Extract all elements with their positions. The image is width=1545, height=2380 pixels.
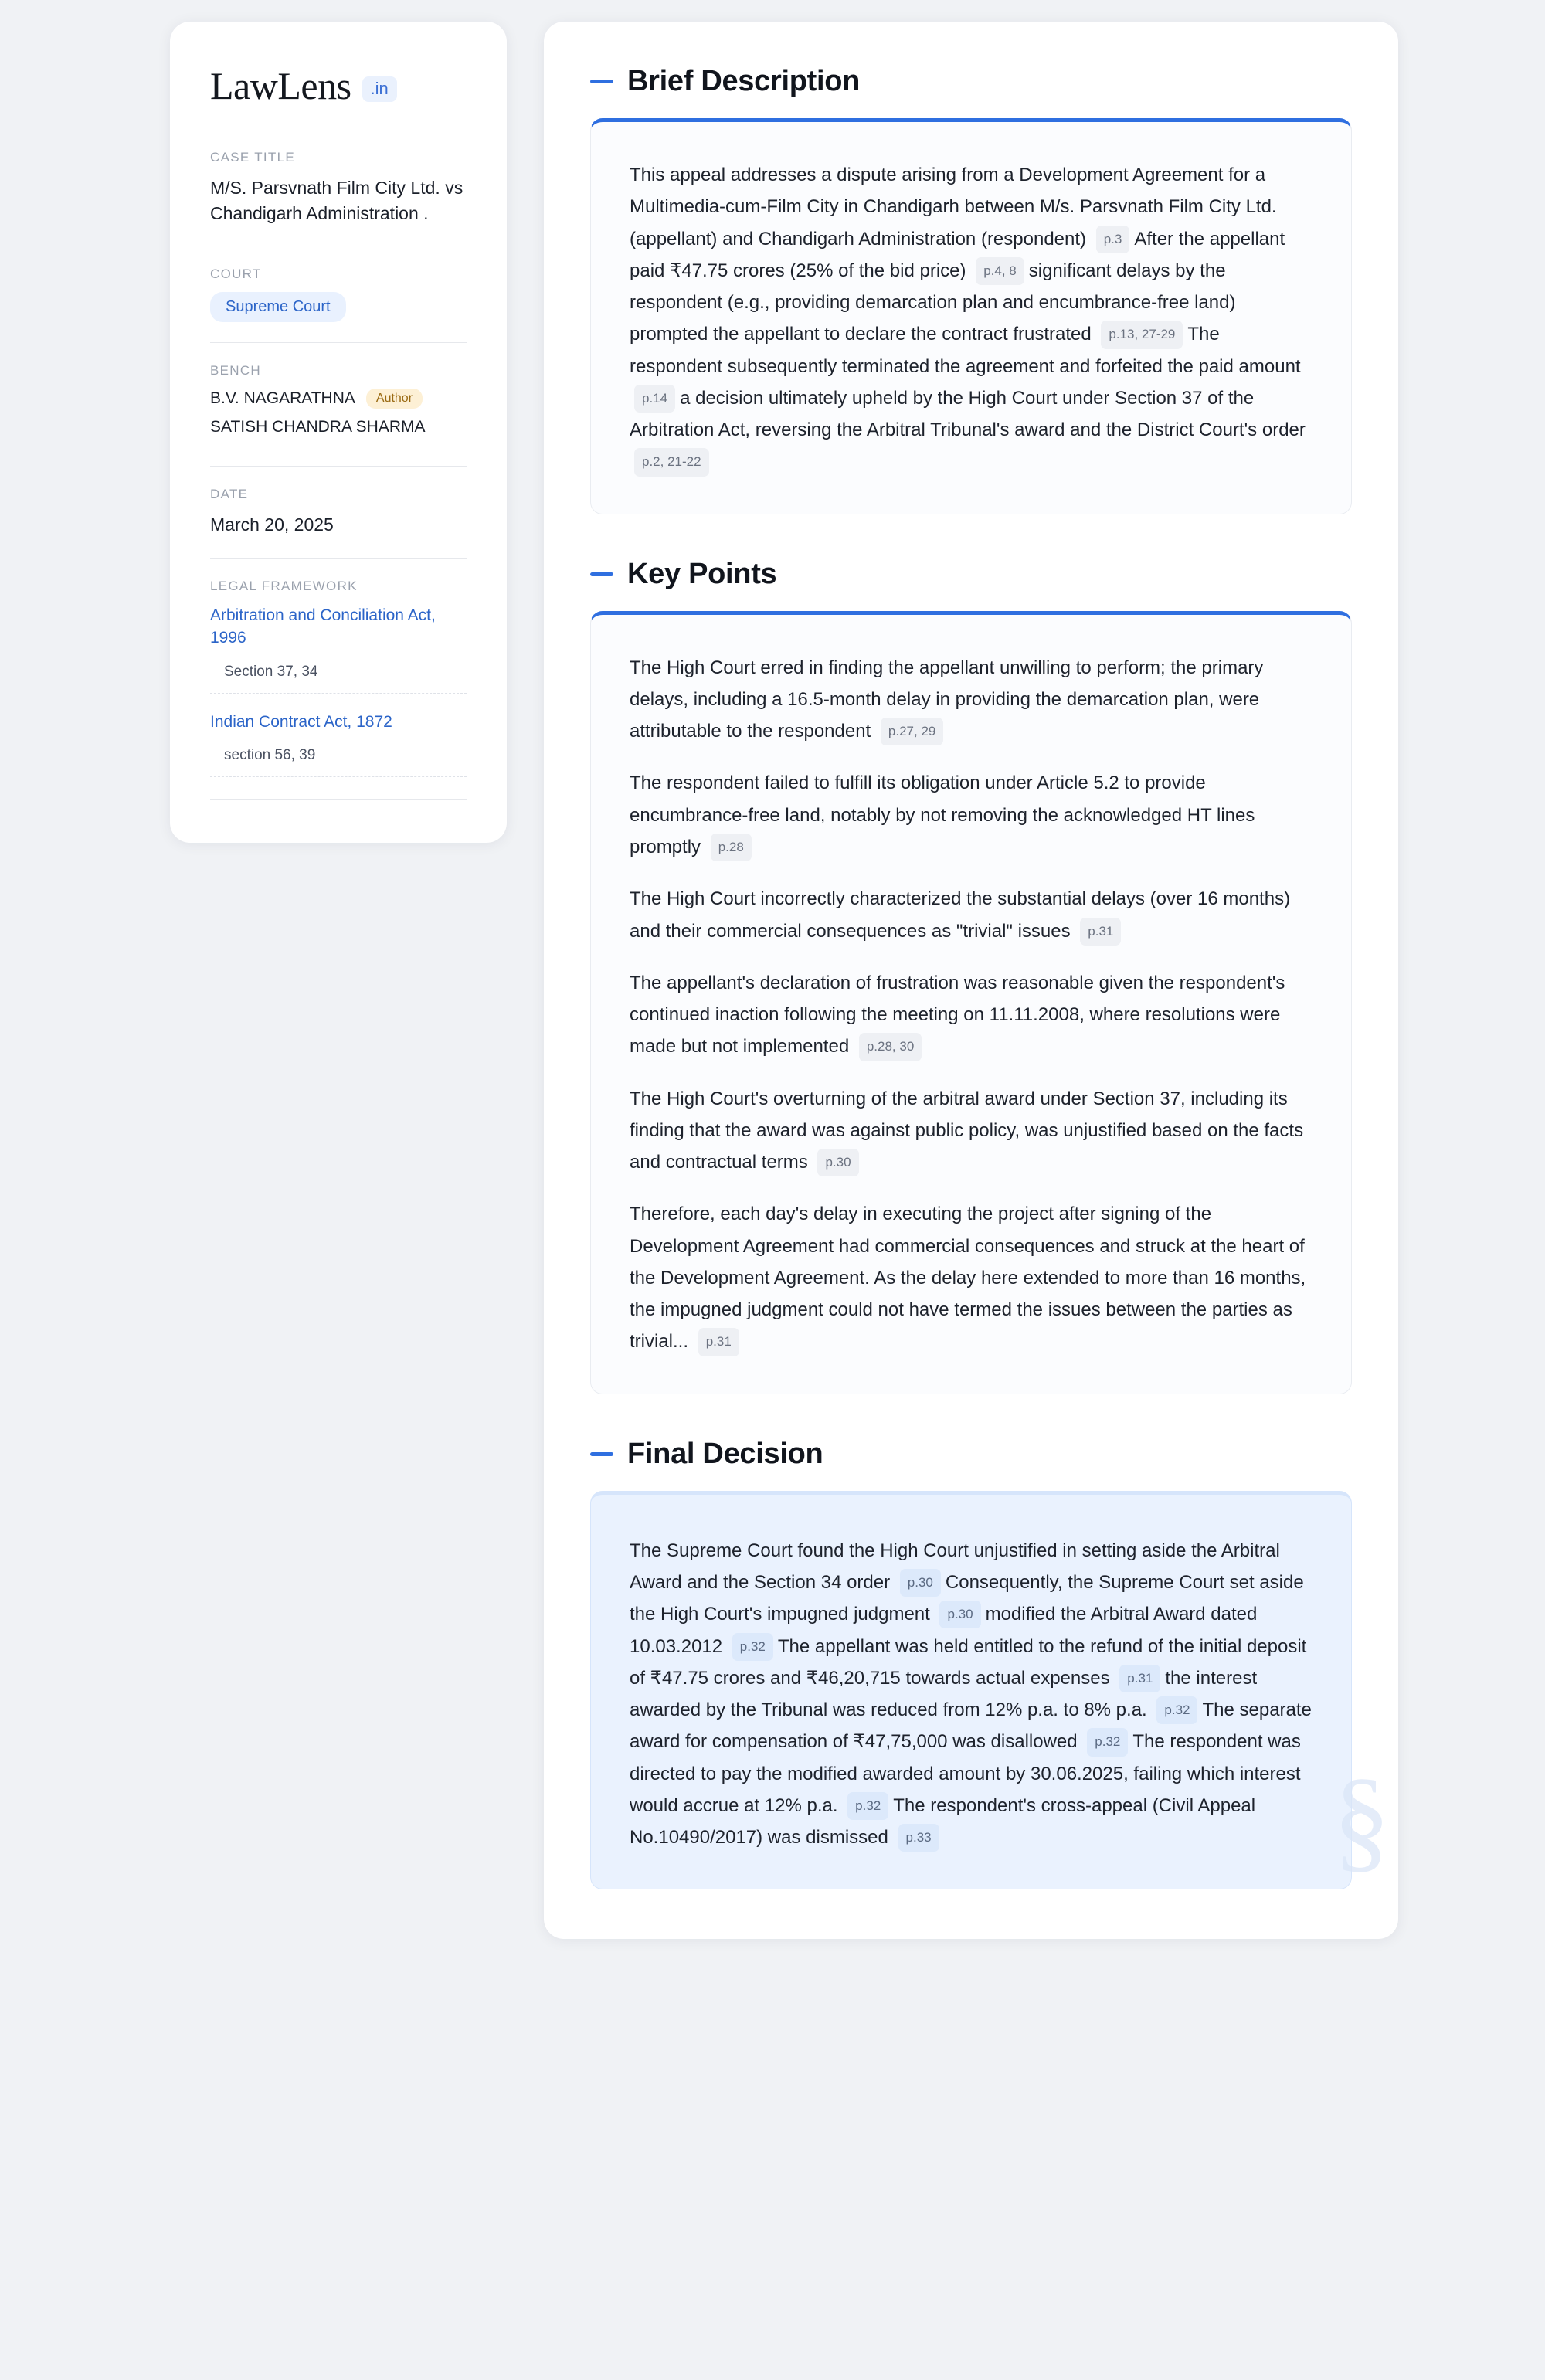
author-badge: Author — [366, 389, 423, 409]
page-citation[interactable]: p.31 — [1080, 918, 1121, 946]
section-key-points — [590, 558, 1352, 1394]
page-citation[interactable]: p.27, 29 — [881, 718, 943, 745]
section-card — [590, 611, 1352, 1394]
page-citation[interactable]: p.32 — [732, 1633, 773, 1661]
summary-panel — [544, 22, 1398, 1939]
section-title: Key Points — [627, 557, 777, 590]
date-value: March 20, 2025 — [210, 514, 334, 535]
paragraph-text: The respondent was directed to pay the modified awarded amount by 30.06.2025, failing which interest would accrue at 12% p.a. — [630, 1731, 1301, 1816]
bench-label: BENCH — [210, 363, 262, 379]
page-citation[interactable]: p.30 — [817, 1149, 858, 1176]
paragraph — [630, 883, 1312, 947]
section-header — [590, 558, 1352, 591]
paragraph — [630, 967, 1312, 1063]
law-link-arbitration-act[interactable]: Arbitration and Conciliation Act, 1996 — [210, 606, 436, 647]
page-citation[interactable]: p.32 — [847, 1792, 888, 1820]
case-title-value: M/S. Parsvnath Film City Ltd. vs Chandigarh Administration . — [210, 178, 464, 223]
paragraph-text: a decision ultimately upheld by the High Court under Section 37 of the Arbitration Act, reversing the Arbitral Tribunal's award and the District Court's order — [630, 387, 1306, 441]
page-citation[interactable]: p.14 — [634, 385, 675, 413]
bench-member-name: B.V. NAGARATHNA — [210, 389, 355, 408]
law-sections-contract-act: section 56, 39 — [210, 747, 467, 777]
legal-framework-label: LEGAL FRAMEWORK — [210, 578, 358, 593]
paragraph — [630, 652, 1312, 748]
page-citation[interactable]: p.13, 27-29 — [1101, 321, 1183, 348]
paragraph-text: Consequently, the Supreme Court set aside the High Court's impugned judgment — [630, 1571, 1304, 1625]
paragraph — [630, 1535, 1312, 1854]
page-citation[interactable]: p.33 — [898, 1824, 939, 1852]
paragraph-text: modified the Arbitral Award dated 10.03.2012 — [630, 1604, 1258, 1657]
dash-icon — [590, 572, 613, 576]
legal-framework-block — [210, 579, 467, 777]
date-block — [210, 487, 467, 558]
paragraph-text: The Supreme Court found the High Court unjustified in setting aside the Arbitral Award and the Section 34 order — [630, 1540, 1280, 1593]
page-citation[interactable]: p.28, 30 — [859, 1033, 922, 1061]
section-header — [590, 65, 1352, 98]
page-citation[interactable]: p.3 — [1096, 226, 1130, 253]
paragraph-text: The separate award for compensation of ₹47,75,000 was disallowed — [630, 1699, 1312, 1753]
court-block — [210, 267, 467, 342]
bench-member — [210, 389, 467, 409]
paragraph — [630, 159, 1312, 478]
page-citation[interactable]: p.30 — [900, 1569, 941, 1597]
paragraph — [630, 767, 1312, 863]
divider — [210, 466, 467, 467]
paragraph — [630, 1083, 1312, 1179]
divider — [210, 799, 467, 800]
page-citation[interactable]: p.31 — [698, 1328, 739, 1356]
bench-block — [210, 363, 467, 466]
law-sections-arbitration-act: Section 37, 34 — [210, 664, 467, 694]
paragraph — [630, 1198, 1312, 1357]
brand-logo[interactable] — [210, 66, 467, 105]
divider — [210, 558, 467, 559]
page-citation[interactable]: p.32 — [1087, 1728, 1128, 1756]
section-title: Final Decision — [627, 1437, 823, 1470]
section-symbol-watermark: § — [1333, 1755, 1390, 1884]
page-citation[interactable]: p.30 — [939, 1601, 980, 1628]
paragraph-text: The High Court's overturning of the arbitral award under Section 37, including its finding that the award was against public policy, was unjustified based on the facts and contractual terms — [630, 1088, 1304, 1173]
paragraph-text: The respondent's cross-appeal (Civil Appeal No.10490/2017) was dismissed — [630, 1794, 1256, 1849]
paragraph-text: After the appellant paid ₹47.75 crores (25% of the bid price) — [630, 228, 1285, 281]
paragraph-text: This appeal addresses a dispute arising from a Development Agreement for a Multimedia-cum-Film City in Chandigarh between M/s. Parsvnath Film City Ltd. (appellant) and Chandigarh Administration (respondent) — [630, 165, 1277, 250]
page-citation[interactable]: p.4, 8 — [976, 257, 1024, 285]
court-label: COURT — [210, 267, 262, 282]
page-citation[interactable]: p.32 — [1156, 1696, 1197, 1724]
dash-icon — [590, 1452, 613, 1456]
paragraph-text: The High Court erred in finding the appellant unwilling to perform; the primary delays, including a 16.5-month delay in providing the demarcation plan, were attributable to the respondent — [630, 657, 1264, 742]
section-card — [590, 1491, 1352, 1890]
paragraph-text: Therefore, each day's delay in executing the project after signing of the Development Agreement had commercial consequences and struck at the heart of the Development Agreement. As the delay here extended to more than 16 months, the impugned judgment could not have termed the issues between the parties as trivial... — [630, 1204, 1306, 1353]
section-final-decision — [590, 1438, 1352, 1890]
paragraph-text: The respondent failed to fulfill its obligation under Article 5.2 to provide encumbrance-free land, notably by not removing the acknowledged HT lines promptly — [630, 772, 1255, 857]
bench-member — [210, 418, 467, 436]
case-sidebar — [170, 22, 507, 843]
case-title-block — [210, 150, 467, 246]
paragraph-text: the interest awarded by the Tribunal was reduced from 12% p.a. to 8% p.a. — [630, 1667, 1258, 1721]
brand-tld-badge: .in — [362, 76, 397, 102]
section-card — [590, 118, 1352, 514]
brand-name: LawLens — [210, 64, 351, 107]
date-label: DATE — [210, 487, 249, 502]
case-title-label: CASE TITLE — [210, 150, 295, 165]
divider — [210, 342, 467, 343]
paragraph-text: significant delays by the respondent (e.g., providing demarcation plan and encumbrance-free land) prompted the appellant to declare the contract frustrated — [630, 260, 1236, 345]
page-citation[interactable]: p.28 — [711, 834, 752, 861]
law-link-contract-act[interactable]: Indian Contract Act, 1872 — [210, 712, 392, 731]
paragraph-text: The respondent subsequently terminated the agreement and forfeited the paid amount — [630, 324, 1301, 377]
page-root — [0, 22, 1545, 1939]
bench-member-name: SATISH CHANDRA SHARMA — [210, 418, 426, 436]
section-header — [590, 1438, 1352, 1471]
paragraph-text: The High Court incorrectly characterized the substantial delays (over 16 months) and their commercial consequences as "trivial" issues — [630, 888, 1291, 942]
paragraph-text: The appellant was held entitled to the refund of the initial deposit of ₹47.75 crores and ₹46,20,715 towards actual expenses — [630, 1635, 1307, 1689]
section-brief-description — [590, 65, 1352, 514]
section-title: Brief Description — [627, 65, 861, 97]
sections-host — [590, 65, 1352, 1889]
court-badge[interactable]: Supreme Court — [210, 292, 346, 322]
dash-icon — [590, 80, 613, 83]
paragraph-text: The appellant's declaration of frustration was reasonable given the respondent's continued inaction following the meeting on 11.11.2008, where resolutions were made but not implemented — [630, 972, 1285, 1058]
page-citation[interactable]: p.2, 21-22 — [634, 448, 709, 476]
page-citation[interactable]: p.31 — [1119, 1665, 1160, 1692]
